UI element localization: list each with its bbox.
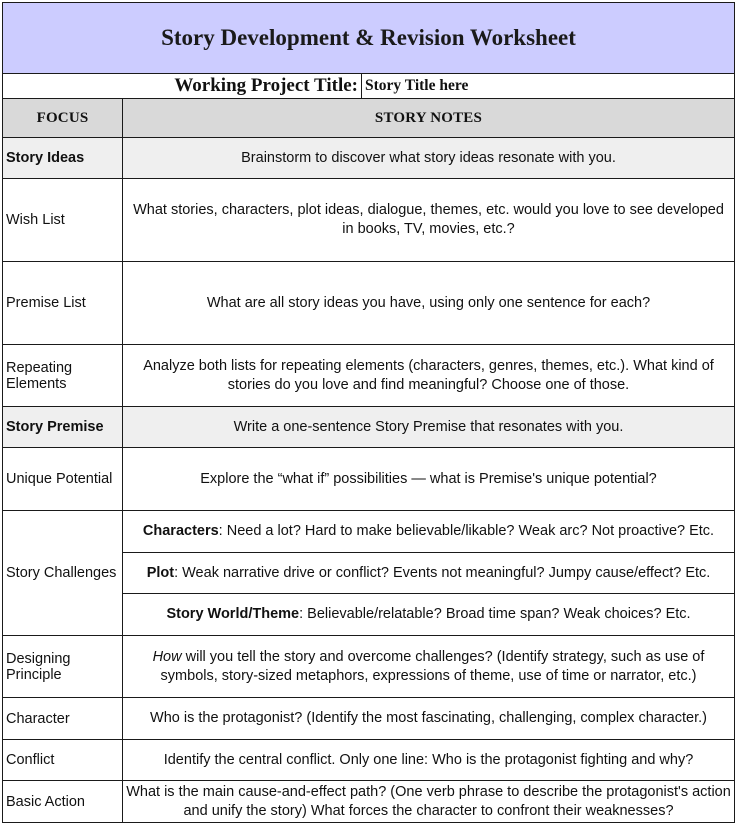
notes-character[interactable]: Who is the protagonist? (Identify the most fascinating, challenging, complex character.) (123, 698, 735, 740)
notes-wish-list[interactable]: What stories, characters, plot ideas, dialogue, themes, etc. would you love to see developed in books, TV, movies, etc.? (123, 179, 735, 262)
row-premise-list (3, 262, 735, 345)
designing-principle-text: will you tell the story and overcome challenges? (Identify strategy, such as use of symbols, story-sized metaphors, expressions of theme, use of time or narrator, etc.) (160, 648, 705, 684)
row-story-challenges-characters (3, 511, 735, 553)
focus-basic-action: Basic Action (3, 781, 123, 823)
row-conflict (3, 740, 735, 781)
notes-premise-list[interactable]: What are all story ideas you have, using only one sentence for each? (123, 262, 735, 345)
how-emphasis: How (152, 648, 182, 665)
focus-conflict: Conflict (3, 740, 123, 781)
focus-story-ideas: Story Ideas (3, 138, 123, 179)
notes-challenges-world[interactable] (123, 594, 735, 636)
plot-label: Plot (146, 564, 175, 581)
focus-header: FOCUS (3, 99, 123, 138)
plot-text: : Weak narrative drive or conflict? Events not meaningful? Jumpy cause/effect? Etc. (174, 564, 711, 581)
focus-story-challenges: Story Challenges (3, 511, 123, 636)
row-story-ideas (3, 138, 735, 179)
title-row (3, 3, 735, 74)
characters-label: Characters (142, 523, 219, 540)
worksheet-title: Story Development & Revision Worksheet (3, 3, 735, 74)
notes-challenges-plot[interactable] (123, 553, 735, 594)
row-repeating-elements (3, 345, 735, 407)
characters-text: : Need a lot? Hard to make believable/likable? Weak arc? Not proactive? Etc. (218, 523, 715, 540)
story-notes-header: STORY NOTES (123, 99, 735, 138)
notes-conflict[interactable]: Identify the central conflict. Only one line: Who is the protagonist fighting and why? (123, 740, 735, 781)
focus-premise-list: Premise List (3, 262, 123, 345)
notes-repeating-elements[interactable]: Analyze both lists for repeating elements (characters, genres, themes, etc.). What kind of stories do you love and find meaningful? Choose one of those. (123, 345, 735, 407)
notes-story-premise[interactable]: Write a one-sentence Story Premise that resonates with you. (123, 407, 735, 448)
worksheet-table (2, 2, 735, 823)
focus-wish-list: Wish List (3, 179, 123, 262)
row-basic-action (3, 781, 735, 823)
project-title-row (3, 74, 735, 99)
focus-designing-principle: Designing Principle (3, 636, 123, 698)
row-designing-principle (3, 636, 735, 698)
world-theme-text: : Believable/relatable? Broad time span? Weak choices? Etc. (299, 606, 691, 623)
notes-designing-principle[interactable] (123, 636, 735, 698)
notes-story-ideas[interactable]: Brainstorm to discover what story ideas resonate with you. (123, 138, 735, 179)
notes-unique-potential[interactable]: Explore the “what if” possibilities — what is Premise's unique potential? (123, 448, 735, 511)
notes-challenges-characters[interactable] (123, 511, 735, 553)
row-wish-list (3, 179, 735, 262)
project-title-label: Working Project Title: (3, 74, 362, 99)
header-row (3, 99, 735, 138)
row-story-premise (3, 407, 735, 448)
focus-repeating-elements: Repeating Elements (3, 345, 123, 407)
notes-basic-action[interactable]: What is the main cause-and-effect path? (One verb phrase to describe the protagonist's action and unify the story) What forces the character to confront their weaknesses? (123, 781, 735, 823)
project-title-value[interactable]: Story Title here (362, 74, 735, 99)
focus-character: Character (3, 698, 123, 740)
world-theme-label: Story World/Theme (166, 606, 300, 623)
row-unique-potential (3, 448, 735, 511)
focus-story-premise: Story Premise (3, 407, 123, 448)
focus-unique-potential: Unique Potential (3, 448, 123, 511)
row-character (3, 698, 735, 740)
